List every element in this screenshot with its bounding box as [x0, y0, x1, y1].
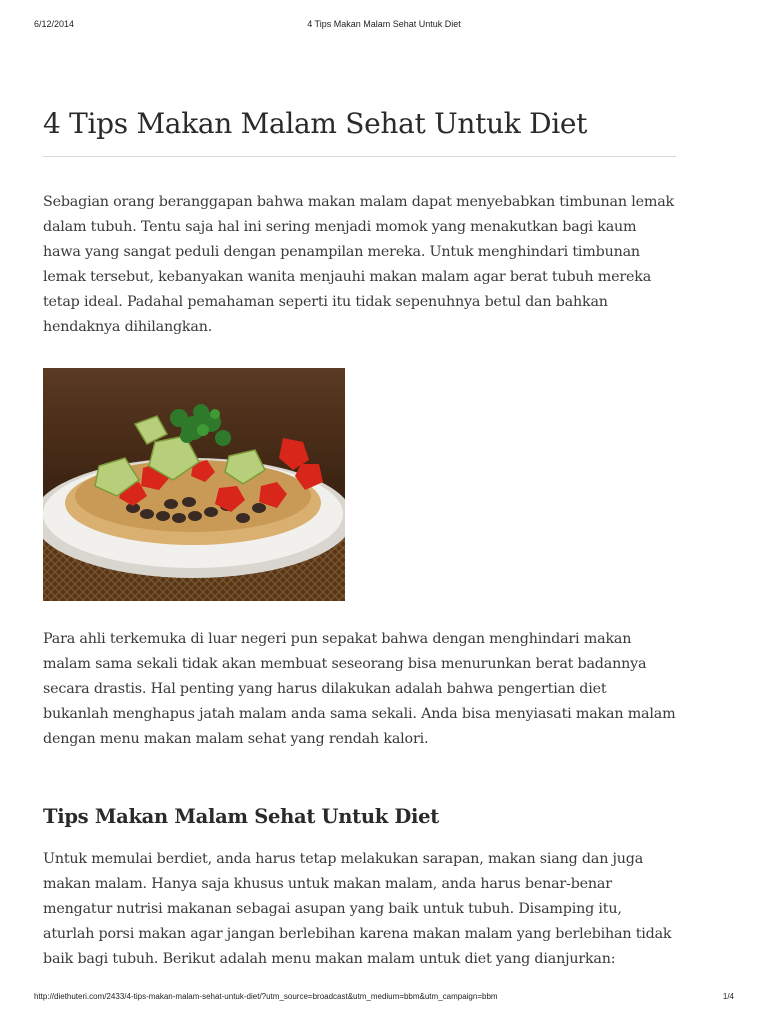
print-date: 6/12/2014: [34, 19, 75, 29]
print-url: http://diethuteri.com/2433/4-tips-makan-malam-sehat-untuk-diet/?utm_source=broadcast&utm_medium=bbm&utm_campaign=bbm: [34, 992, 498, 1001]
title-divider: [43, 156, 676, 157]
article: [43, 100, 676, 972]
print-footer: [34, 992, 734, 1006]
body-paragraph-3: Untuk memulai berdiet, anda harus tetap melakukan sarapan, makan siang dan juga makan malam. Hanya saja khusus untuk makan malam, anda harus benar-benar mengatur nutrisi makanan sebagai asupan yang baik untuk tubuh. Disamping itu, aturlah porsi makan agar jangan berlebihan karena makan malam yang berlebihan tidak baik bagi tubuh. Berikut adalah menu makan malam untuk diet yang dianjurkan:: [43, 851, 672, 967]
body-paragraph-2: Para ahli terkemuka di luar negeri pun sepakat bahwa dengan menghindari makan malam sama sekali tidak akan membuat seseorang bisa menurunkan berat badannya secara drastis. Hal penting yang harus dilakukan adalah bahwa pengertian diet bukanlah menghapus jatah malam anda sama sekali. Anda bisa menyiasati makan malam dengan menu makan malam sehat yang rendah kalori.: [43, 631, 676, 747]
section-heading: Tips Makan Malam Sehat Untuk Diet: [43, 805, 439, 828]
salad-plate-photo: [43, 368, 345, 601]
page-number: 1/4: [722, 992, 734, 1001]
print-header: [34, 19, 734, 33]
print-doc-title: 4 Tips Makan Malam Sehat Untuk Diet: [307, 19, 461, 29]
intro-paragraph: Sebagian orang beranggapan bahwa makan malam dapat menyebabkan timbunan lemak dalam tubuh. Tentu saja hal ini sering menjadi momok yang menakutkan bagi kaum hawa yang sangat peduli dengan penampilan mereka. Untuk menghindari timbunan lemak tersebut, kebanyakan wanita menjauhi makan malam agar berat tubuh mereka tetap ideal. Padahal pemahaman seperti itu tidak sepenuhnya betul dan bahkan hendaknya dihilangkan.: [43, 194, 674, 335]
article-title: 4 Tips Makan Malam Sehat Untuk Diet: [43, 107, 588, 140]
